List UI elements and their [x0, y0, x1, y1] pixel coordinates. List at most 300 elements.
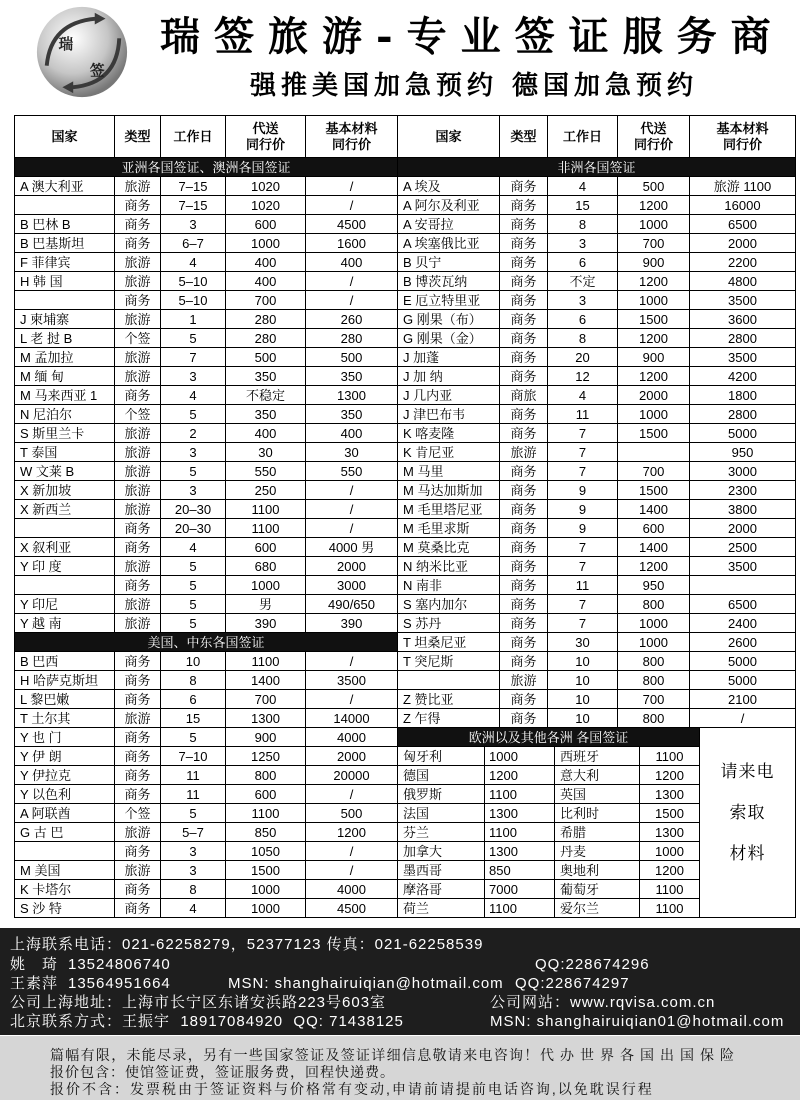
- agency-price-cell: 1500: [226, 861, 306, 879]
- country-cell: M 缅 甸: [15, 367, 115, 385]
- visa-type-cell: 商务: [500, 481, 548, 499]
- workdays-cell: 10: [548, 652, 618, 670]
- material-price-cell: /: [306, 652, 398, 670]
- material-price-cell: 1200: [306, 823, 398, 841]
- agency-price-cell: 600: [226, 785, 306, 803]
- country-cell: 匈牙利: [398, 747, 485, 765]
- table-row: [15, 595, 398, 614]
- visa-type-cell: 商务: [500, 690, 548, 708]
- country-cell: T 土尔其: [15, 709, 115, 727]
- visa-type-cell: 商务: [115, 899, 161, 917]
- workdays-cell: 5–7: [161, 823, 226, 841]
- agency-price-cell: 700: [618, 234, 690, 252]
- table-row: [15, 766, 398, 785]
- country-cell: A 埃及: [398, 177, 500, 195]
- workdays-cell: 4: [548, 177, 618, 195]
- country-cell: A 澳大利亚: [15, 177, 115, 195]
- material-price-cell: 260: [306, 310, 398, 328]
- workdays-cell: 3: [548, 234, 618, 252]
- table-row: [15, 728, 398, 747]
- agency-price-cell: 1000: [618, 614, 690, 632]
- visa-type-cell: 商务: [115, 690, 161, 708]
- material-price-cell: 2000: [306, 557, 398, 575]
- visa-type-cell: 商务: [115, 234, 161, 252]
- visa-type-cell: 旅游: [115, 310, 161, 328]
- header-workdays-label: 工作日: [562, 128, 602, 144]
- agency-price-cell: 1200: [618, 367, 690, 385]
- visa-type-cell: 商务: [500, 310, 548, 328]
- material-price-cell: 280: [306, 329, 398, 347]
- visa-type-cell: 旅游: [115, 861, 161, 879]
- country-cell: N 南非: [398, 576, 500, 594]
- contact-footer: [0, 928, 800, 1035]
- table-row: [15, 196, 398, 215]
- country-cell: [15, 519, 115, 537]
- material-price-cell: 2200: [690, 253, 796, 271]
- workdays-cell: 7: [548, 614, 618, 632]
- country-cell: H 哈萨克斯坦: [15, 671, 115, 689]
- workdays-cell: 7–10: [161, 747, 226, 765]
- material-price-cell: 2500: [690, 538, 796, 556]
- table-row: [15, 880, 398, 899]
- table-row: [15, 481, 398, 500]
- table-row: [398, 253, 796, 272]
- table-row: [398, 196, 796, 215]
- header-workdays-label: 工作日: [173, 128, 213, 144]
- country-cell: B 贝宁: [398, 253, 500, 271]
- agency-price-cell: 400: [226, 253, 306, 271]
- material-price-cell: /: [306, 196, 398, 214]
- header-agency-price: [226, 116, 306, 157]
- workdays-cell: 7: [548, 538, 618, 556]
- workdays-cell: 6: [161, 690, 226, 708]
- agency-price-cell: 600: [618, 519, 690, 537]
- country-cell: A 埃塞俄比亚: [398, 234, 500, 252]
- logo-char-rui: 瑞: [58, 36, 74, 54]
- header-material-price-label: 同行价: [722, 136, 762, 152]
- section-heading-row: [15, 158, 398, 177]
- workdays-cell: 8: [548, 215, 618, 233]
- table-row: [398, 348, 796, 367]
- table-row: [15, 747, 398, 766]
- agency-price-cell: 400: [226, 424, 306, 442]
- visa-type-cell: 商务: [115, 215, 161, 233]
- country-cell: J 几内亚: [398, 386, 500, 404]
- europe-section: [398, 728, 796, 918]
- header-agency-price-label: 代送: [640, 120, 667, 136]
- agency-price-cell: 1250: [226, 747, 306, 765]
- company-website: 公司网站：www.rqvisa.com.cn: [490, 994, 716, 1011]
- header-agency-price-label: 代送: [252, 120, 279, 136]
- table-row: [398, 823, 700, 842]
- header-agency-price-label: 同行价: [633, 136, 673, 152]
- workdays-cell: 20: [548, 348, 618, 366]
- visa-type-cell: 商务: [500, 177, 548, 195]
- header-agency-price-label: 同行价: [245, 136, 285, 152]
- material-price-cell: /: [306, 842, 398, 860]
- material-price-cell: 400: [306, 253, 398, 271]
- table-row: [15, 348, 398, 367]
- table-row: [15, 386, 398, 405]
- agency-price-cell: 600: [226, 215, 306, 233]
- visa-type-cell: 商务: [500, 272, 548, 290]
- material-price-cell: [690, 576, 796, 594]
- country-cell: G 刚果（布）: [398, 310, 500, 328]
- material-price-cell: 2000: [306, 747, 398, 765]
- agency-price-cell: 不稳定: [226, 386, 306, 404]
- material-price-cell: 500: [306, 804, 398, 822]
- workdays-cell: 6: [548, 310, 618, 328]
- agency-price-cell: 280: [226, 310, 306, 328]
- visa-type-cell: 个签: [115, 329, 161, 347]
- visa-type-cell: 旅游: [115, 424, 161, 442]
- visa-type-cell: 商务: [500, 519, 548, 537]
- table-row: [398, 443, 796, 462]
- table-row: [398, 500, 796, 519]
- agency-price-cell: 30: [226, 443, 306, 461]
- price-cell: 1300: [640, 823, 700, 841]
- visa-type-cell: 旅游: [500, 443, 548, 461]
- country-cell: N 尼泊尔: [15, 405, 115, 423]
- visa-type-cell: 商务: [115, 652, 161, 670]
- country-cell: 俄罗斯: [398, 785, 485, 803]
- table-row: [398, 481, 796, 500]
- visa-type-cell: 商务: [115, 196, 161, 214]
- visa-type-cell: 商务: [115, 291, 161, 309]
- agency-price-cell: 1000: [618, 215, 690, 233]
- section-heading: 非洲各国签证: [398, 158, 796, 176]
- material-price-cell: 4800: [690, 272, 796, 290]
- material-price-cell: 20000: [306, 766, 398, 784]
- contact-qq: QQ:228674297: [515, 975, 630, 992]
- agency-price-cell: 1300: [226, 709, 306, 727]
- company-logo: [33, 4, 131, 100]
- note-line: 索取: [729, 803, 766, 822]
- country-cell: Y 伊拉克: [15, 766, 115, 784]
- country-cell: N 纳米比亚: [398, 557, 500, 575]
- visa-type-cell: 个签: [115, 405, 161, 423]
- table-row: [15, 367, 398, 386]
- europe-rows: [398, 728, 700, 918]
- contact-name: 王素萍: [10, 975, 59, 992]
- country-cell: X 新加坡: [15, 481, 115, 499]
- table-row: [398, 709, 796, 728]
- agency-price-cell: 350: [226, 367, 306, 385]
- agency-price-cell: 1200: [618, 272, 690, 290]
- workdays-cell: 4: [161, 386, 226, 404]
- country-cell: 葡萄牙: [555, 880, 640, 898]
- agency-price-cell: 1020: [226, 196, 306, 214]
- visa-type-cell: 商务: [115, 880, 161, 898]
- visa-type-cell: 商务: [500, 595, 548, 613]
- visa-type-cell: 旅游: [115, 823, 161, 841]
- country-cell: M 毛里求斯: [398, 519, 500, 537]
- visa-type-cell: 商务: [500, 633, 548, 651]
- country-cell: B 巴林 B: [15, 215, 115, 233]
- visa-type-cell: 商务: [500, 234, 548, 252]
- agency-price-cell: 1100: [226, 500, 306, 518]
- country-cell: S 塞内加尔: [398, 595, 500, 613]
- material-price-cell: 350: [306, 367, 398, 385]
- visa-type-cell: 商务: [115, 538, 161, 556]
- visa-type-cell: 旅游: [115, 500, 161, 518]
- company-address: 公司上海地址：上海市长宁区东诸安浜路223号603室: [10, 994, 387, 1011]
- workdays-cell: 10: [161, 652, 226, 670]
- material-price-cell: 2800: [690, 329, 796, 347]
- header-country-label: 国家: [435, 128, 462, 144]
- agency-price-cell: 280: [226, 329, 306, 347]
- agency-price-cell: 1000: [618, 633, 690, 651]
- agency-price-cell: 500: [226, 348, 306, 366]
- workdays-cell: 6–7: [161, 234, 226, 252]
- material-price-cell: 3500: [690, 348, 796, 366]
- header-country-label: 国家: [51, 128, 78, 144]
- header-country: [398, 116, 500, 157]
- country-cell: 比利时: [555, 804, 640, 822]
- table-row: [398, 215, 796, 234]
- table-row: [15, 405, 398, 424]
- beijing-msn: MSN: shanghairuiqian01@hotmail.com: [490, 1013, 785, 1030]
- visa-type-cell: 商务: [500, 576, 548, 594]
- material-price-cell: 旅游 1100: [690, 177, 796, 195]
- agency-price-cell: 1500: [618, 424, 690, 442]
- country-cell: M 孟加拉: [15, 348, 115, 366]
- country-cell: 墨西哥: [398, 861, 485, 879]
- material-price-cell: /: [306, 272, 398, 290]
- header-workdays: [548, 116, 618, 157]
- agency-price-cell: 1400: [618, 538, 690, 556]
- agency-price-cell: 800: [226, 766, 306, 784]
- visa-type-cell: 商务: [115, 728, 161, 746]
- price-cell: 1300: [485, 804, 555, 822]
- header-material-price-label: 基本材料: [716, 120, 769, 136]
- material-price-cell: 5000: [690, 652, 796, 670]
- country-cell: 加拿大: [398, 842, 485, 860]
- table-row: [15, 424, 398, 443]
- table-row: [398, 899, 700, 918]
- agency-price-cell: 850: [226, 823, 306, 841]
- visa-type-cell: 旅游: [115, 614, 161, 632]
- workdays-cell: 15: [161, 709, 226, 727]
- workdays-cell: 30: [548, 633, 618, 651]
- workdays-cell: 3: [548, 291, 618, 309]
- country-cell: 西班牙: [555, 747, 640, 765]
- material-price-cell: 30: [306, 443, 398, 461]
- visa-type-cell: 商务: [115, 386, 161, 404]
- country-cell: A 阿联酋: [15, 804, 115, 822]
- workdays-cell: 3: [161, 861, 226, 879]
- workdays-cell: 7: [161, 348, 226, 366]
- table-row: [15, 462, 398, 481]
- material-price-cell: 4000: [306, 880, 398, 898]
- workdays-cell: 7: [548, 557, 618, 575]
- table-row: [398, 234, 796, 253]
- visa-type-cell: 商务: [500, 253, 548, 271]
- table-row: [15, 234, 398, 253]
- workdays-cell: 7–15: [161, 196, 226, 214]
- visa-type-cell: 旅游: [115, 253, 161, 271]
- agency-price-cell: 1200: [618, 557, 690, 575]
- agency-price-cell: 1200: [618, 196, 690, 214]
- asia-middle-east-price-table: [14, 115, 398, 918]
- visa-type-cell: 商务: [500, 291, 548, 309]
- country-cell: B 博茨瓦纳: [398, 272, 500, 290]
- table-row: [398, 652, 796, 671]
- visa-type-cell: 商务: [115, 747, 161, 765]
- workdays-cell: 1: [161, 310, 226, 328]
- table-row: [15, 329, 398, 348]
- table-row: [398, 576, 796, 595]
- country-cell: M 莫桑比克: [398, 538, 500, 556]
- agency-price-cell: 550: [226, 462, 306, 480]
- table-row: [15, 443, 398, 462]
- price-cell: 1100: [640, 880, 700, 898]
- material-price-cell: 5000: [690, 424, 796, 442]
- agency-price-cell: 1000: [226, 234, 306, 252]
- country-cell: T 坦桑尼亚: [398, 633, 500, 651]
- agency-price-cell: 700: [226, 291, 306, 309]
- note-line: 材料: [729, 844, 766, 863]
- table-row: [15, 557, 398, 576]
- page-subtitle: 强推美国加急预约 德国加急预约: [250, 71, 699, 101]
- agency-price-cell: 800: [618, 652, 690, 670]
- visa-type-cell: 旅游: [115, 595, 161, 613]
- material-price-cell: 500: [306, 348, 398, 366]
- table-header-row: [398, 116, 796, 158]
- agency-price-cell: 男: [226, 595, 306, 613]
- material-price-cell: /: [306, 861, 398, 879]
- workdays-cell: 8: [161, 671, 226, 689]
- section-heading-row: [398, 158, 796, 177]
- table-row: [15, 785, 398, 804]
- table-row: [398, 291, 796, 310]
- visa-type-cell: 旅游: [115, 557, 161, 575]
- workdays-cell: 11: [548, 576, 618, 594]
- country-cell: [15, 196, 115, 214]
- table-row: [398, 177, 796, 196]
- header-material-price-label: 同行价: [331, 136, 371, 152]
- country-cell: H 韩 国: [15, 272, 115, 290]
- visa-type-cell: 旅游: [115, 348, 161, 366]
- country-cell: M 马达加斯加: [398, 481, 500, 499]
- agency-price-cell: [618, 443, 690, 461]
- country-cell: Y 印 度: [15, 557, 115, 575]
- table-row: [398, 405, 796, 424]
- agency-price-cell: 800: [618, 671, 690, 689]
- header-material-price-label: 基本材料: [325, 120, 378, 136]
- table-row: [15, 614, 398, 633]
- table-row: [398, 595, 796, 614]
- material-price-cell: 4000 男: [306, 538, 398, 556]
- visa-type-cell: 旅游: [115, 367, 161, 385]
- country-cell: 英国: [555, 785, 640, 803]
- table-row: [15, 272, 398, 291]
- visa-type-cell: 商务: [500, 348, 548, 366]
- price-cell: 1500: [640, 804, 700, 822]
- table-row: [398, 766, 700, 785]
- notes-insurance: 代办世界各国出国保险: [540, 1047, 740, 1063]
- table-header-row: [15, 116, 398, 158]
- table-row: [15, 291, 398, 310]
- visa-type-cell: 旅游: [115, 481, 161, 499]
- country-cell: 法国: [398, 804, 485, 822]
- workdays-cell: 7: [548, 595, 618, 613]
- table-row: [15, 652, 398, 671]
- country-cell: B 巴基斯坦: [15, 234, 115, 252]
- workdays-cell: 9: [548, 500, 618, 518]
- table-row: [15, 899, 398, 918]
- agency-price-cell: 700: [226, 690, 306, 708]
- material-price-cell: /: [306, 519, 398, 537]
- country-cell: Y 以色利: [15, 785, 115, 803]
- material-price-cell: 2000: [690, 519, 796, 537]
- country-cell: L 老 挝 B: [15, 329, 115, 347]
- price-cell: 1100: [485, 823, 555, 841]
- workdays-cell: 10: [548, 671, 618, 689]
- agency-price-cell: 400: [226, 272, 306, 290]
- table-row: [15, 804, 398, 823]
- material-price-cell: 6500: [690, 215, 796, 233]
- workdays-cell: 7: [548, 443, 618, 461]
- agency-price-cell: 1500: [618, 310, 690, 328]
- agency-price-cell: 390: [226, 614, 306, 632]
- country-cell: X 新西兰: [15, 500, 115, 518]
- table-row: [398, 785, 700, 804]
- country-cell: G 刚果（金）: [398, 329, 500, 347]
- country-cell: 意大利: [555, 766, 640, 784]
- visa-type-cell: 商务: [500, 215, 548, 233]
- workdays-cell: 5: [161, 329, 226, 347]
- visa-type-cell: 商务: [500, 462, 548, 480]
- material-price-cell: 950: [690, 443, 796, 461]
- table-row: [15, 215, 398, 234]
- country-cell: 芬兰: [398, 823, 485, 841]
- section-heading: 美国、中东各国签证: [15, 633, 398, 651]
- contact-name: 姚 琦: [10, 956, 59, 973]
- table-row: [398, 386, 796, 405]
- country-cell: 荷兰: [398, 899, 485, 917]
- price-cell: 1200: [640, 861, 700, 879]
- contact-qq: QQ:228674296: [535, 956, 650, 973]
- visa-type-cell: 商务: [500, 367, 548, 385]
- price-cell: 1200: [640, 766, 700, 784]
- agency-price-cell: 1500: [618, 481, 690, 499]
- workdays-cell: 7: [548, 424, 618, 442]
- workdays-cell: 3: [161, 367, 226, 385]
- workdays-cell: 5–10: [161, 291, 226, 309]
- agency-price-cell: 800: [618, 709, 690, 727]
- header-country: [15, 116, 115, 157]
- visa-type-cell: 旅游: [500, 671, 548, 689]
- table-row: [15, 823, 398, 842]
- country-cell: [15, 576, 115, 594]
- price-cell: 850: [485, 861, 555, 879]
- visa-type-cell: 旅游: [115, 272, 161, 290]
- table-row: [398, 861, 700, 880]
- country-cell: [15, 291, 115, 309]
- price-cell: 1100: [640, 747, 700, 765]
- agency-price-cell: 900: [226, 728, 306, 746]
- material-price-cell: 3500: [306, 671, 398, 689]
- visa-type-cell: 商务: [115, 842, 161, 860]
- workdays-cell: 4: [161, 899, 226, 917]
- price-cell: 1200: [485, 766, 555, 784]
- contact-phone: 13524806740: [68, 956, 171, 973]
- agency-price-cell: 1050: [226, 842, 306, 860]
- material-price-cell: 6500: [690, 595, 796, 613]
- agency-price-cell: 1100: [226, 519, 306, 537]
- agency-price-cell: 500: [618, 177, 690, 195]
